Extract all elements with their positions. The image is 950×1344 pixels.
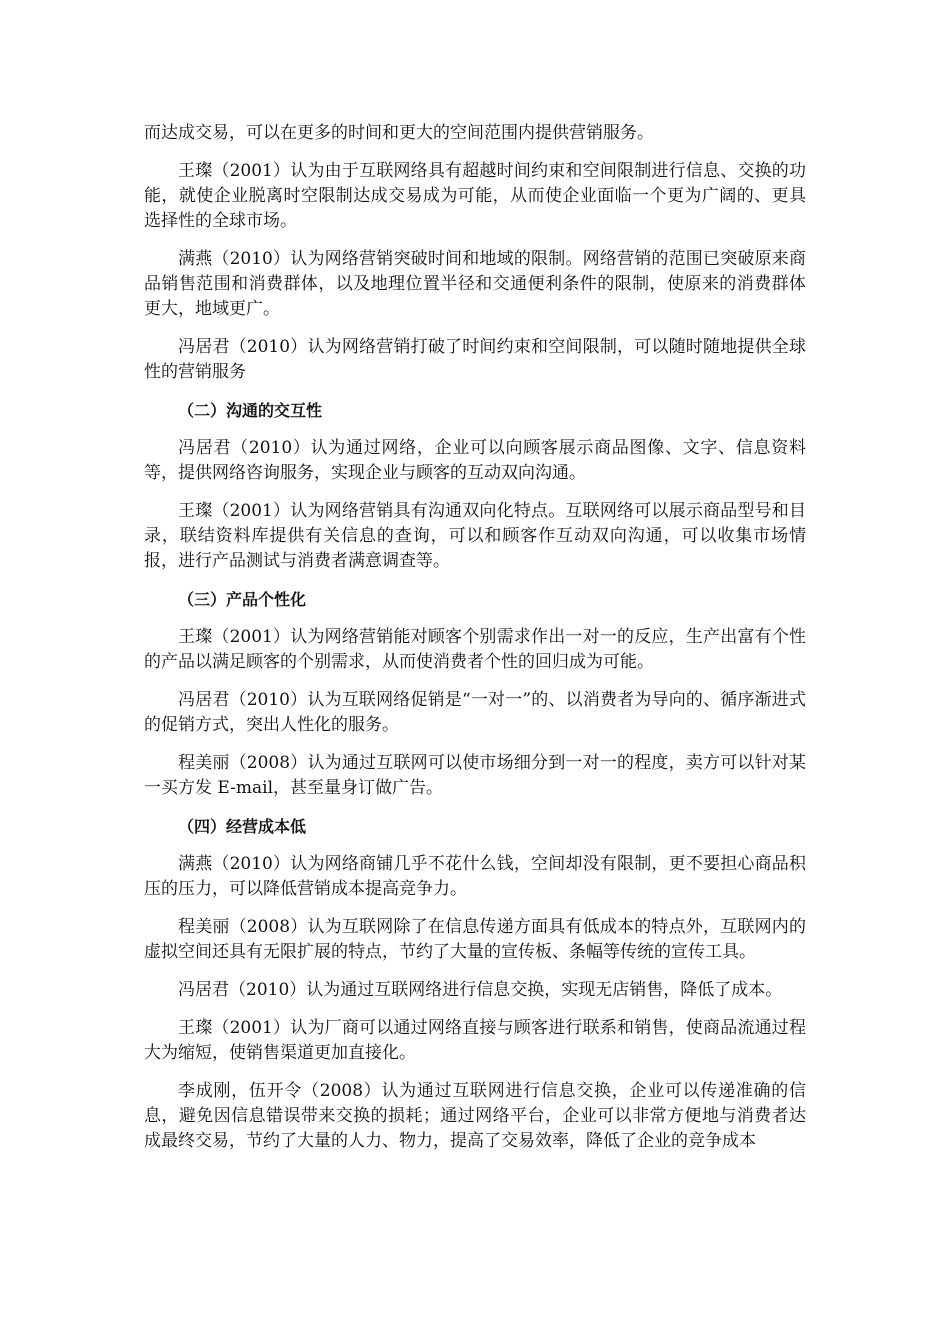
- paragraph-feng-2010-one-to-one: 冯居君（2010）认为互联网络促销是“一对一”的、以消费者为导向的、循序渐进式的促销方式，突出人性化的服务。: [144, 690, 806, 735]
- paragraph-li-wu-2008-efficiency: 李成刚，伍开令（2008）认为通过互联网进行信息交换，企业可以传递准确的信息，避免因信息错误带来交换的损耗；通过网络平台，企业可以非常方便地与消费者达成最终交易，节约了大量的人力、物力，提高了交易效率，降低了企业的竞争成本: [144, 1081, 806, 1151]
- paragraph-man-2010-cost: 满燕（2010）认为网络商铺几乎不花什么钱，空间却没有限制，更不要担心商品积压的压力，可以降低营销成本提高竞争力。: [144, 854, 806, 899]
- section-heading-low-cost: （四）经营成本低: [178, 817, 307, 836]
- paragraph-wang-2001-time-space: 王璨（2001）认为由于互联网络具有超越时间约束和空间限制进行信息、交换的功能，就使企业脱离时空限制达成交易成为可能，从而使企业面临一个更为广阔的、更具选择性的全球市场。: [144, 161, 806, 231]
- paragraph-feng-2010-storeless: 冯居君（2010）认为通过互联网络进行信息交换，实现无店销售，降低了成本。: [178, 980, 783, 1000]
- paragraph-feng-2010-global: 冯居君（2010）认为网络营销打破了时间约束和空间限制，可以随时随地提供全球性的营销服务: [144, 337, 806, 382]
- paragraph-wang-2001-channel: 王璨（2001）认为厂商可以通过网络直接与顾客进行联系和销售，使商品流通过程大为缩短，使销售渠道更加直接化。: [144, 1018, 806, 1063]
- document-page: [144, 121, 806, 1167]
- paragraph-wang-2001-two-way: 王璨（2001）认为网络营销具有沟通双向化特点。互联网络可以展示商品型号和目录，联结资料库提供有关信息的查询，可以和顾客作互动双向沟通，可以收集市场情报，进行产品测试与消费者满意调查等。: [144, 501, 806, 571]
- paragraph-cheng-2008-segmentation: 程美丽（2008）认为通过互联网可以使市场细分到一对一的程度，卖方可以针对某一买方发 E-mail，甚至量身订做广告。: [144, 753, 806, 798]
- paragraph-feng-2010-interaction: 冯居君（2010）认为通过网络，企业可以向顾客展示商品图像、文字、信息资料等，提供网络咨询服务，实现企业与顾客的互动双向沟通。: [144, 438, 806, 483]
- paragraph-man-2010-geography: 满燕（2010）认为网络营销突破时间和地域的限制。网络营销的范围已突破原来商品销售范围和消费群体，以及地理位置半径和交通便利条件的限制，使原来的消费群体更大，地域更广。: [144, 249, 806, 319]
- paragraph-continued: 而达成交易，可以在更多的时间和更大的空间范围内提供营销服务。: [144, 123, 654, 143]
- section-heading-interactivity: （二）沟通的交互性: [178, 401, 323, 420]
- section-heading-personalization: （三）产品个性化: [178, 590, 307, 609]
- paragraph-wang-2001-personalized: 王璨（2001）认为网络营销能对顾客个别需求作出一对一的反应，生产出富有个性的产品以满足顾客的个别需求，从而使消费者个性的回归成为可能。: [144, 627, 806, 672]
- paragraph-cheng-2008-low-cost: 程美丽（2008）认为互联网除了在信息传递方面具有低成本的特点外，互联网内的虚拟空间还具有无限扩展的特点，节约了大量的宣传板、条幅等传统的宣传工具。: [144, 917, 806, 962]
